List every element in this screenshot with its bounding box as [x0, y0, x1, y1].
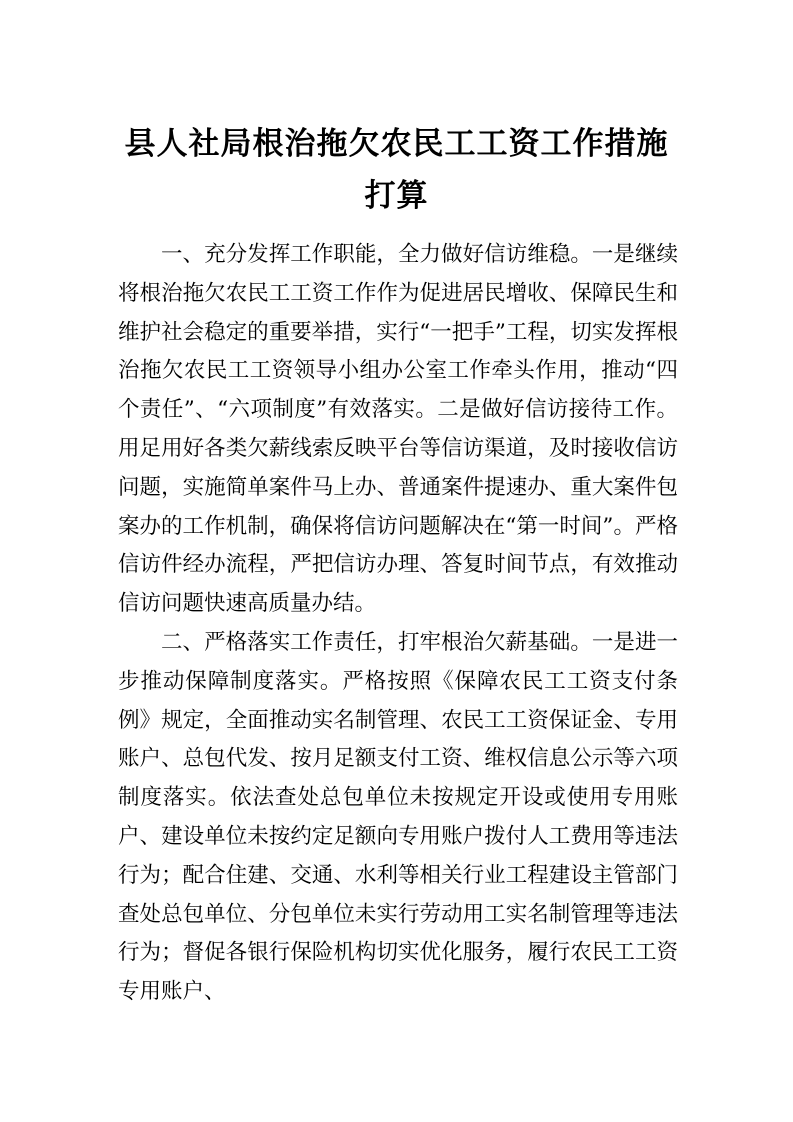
document-body — [118, 236, 678, 1012]
paragraph-1: 一、充分发挥工作职能，全力做好信访维稳。一是继续将根治拖欠农民工工资工作作为促进居民增收、保障民生和维护社会稳定的重要举措，实行“一把手”工程，切实发挥根治拖欠农民工工资领导小组办公室工作牵头作用，推动“四个责任”、“六项制度”有效落实。二是做好信访接待工作。用足用好各类欠薪线索反映平台等信访渠道，及时接收信访问题，实施简单案件马上办、普通案件提速办、重大案件包案办的工作机制，确保将信访问题解决在“第一时间”。严格信访件经办流程，严把信访办理、答复时间节点，有效推动信访问题快速高质量办结。 — [118, 242, 678, 617]
paragraph-2: 二、严格落实工作责任，打牢根治欠薪基础。一是进一步推动保障制度落实。严格按照《保障农民工工资支付条例》规定，全面推动实名制管理、农民工工资保证金、专用账户、总包代发、按月足额支付工资、维权信息公示等六项制度落实。依法查处总包单位未按规定开设或使用专用账户、建设单位未按约定足额向专用账户拨付人工费用等违法行为；配合住建、交通、水利等相关行业工程建设主管部门查处总包单位、分包单位未实行劳动用工实名制管理等违法行为；督促各银行保险机构切实优化服务，履行农民工工资专用账户、 — [118, 629, 678, 1005]
document-title: 县人社局根治拖欠农民工工资工作措施打算 — [124, 126, 669, 214]
